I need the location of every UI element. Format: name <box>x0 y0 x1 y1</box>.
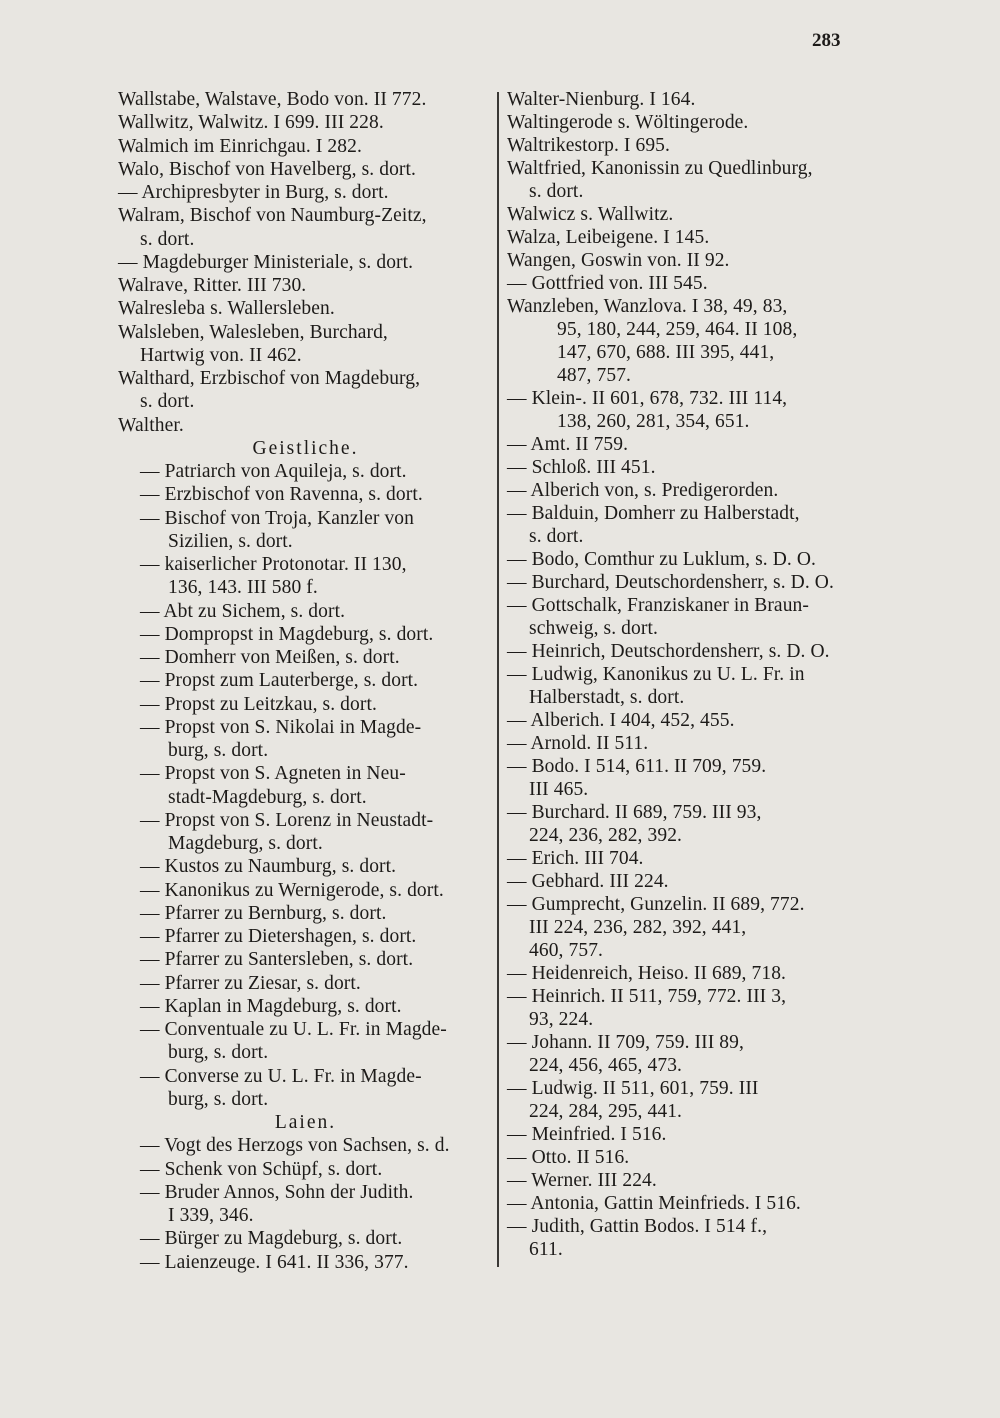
index-entry-line: 611. <box>529 1239 563 1260</box>
index-entry-line: — Propst von S. Agneten in Neu- <box>140 763 406 785</box>
index-entry-line: — Dompropst in Magdeburg, s. dort. <box>140 623 434 645</box>
index-entry-line: — Propst zum Lauterberge, s. dort. <box>140 670 419 692</box>
index-entry-line: — Propst von S. Nikolai in Magde- <box>140 716 422 738</box>
index-entry-line: — Schloß. III 451. <box>507 457 656 478</box>
index-entry-line: Walrave, Ritter. III 730. <box>118 275 307 296</box>
index-entry-line: Walthard, Erzbischof von Magdeburg, <box>118 368 421 389</box>
index-entry-line: — Ludwig. II 511, 601, 759. III <box>507 1078 759 1099</box>
index-entry-line: 95, 180, 244, 259, 464. II 108, <box>557 319 798 340</box>
index-entry-line: Waltfried, Kanonissin zu Quedlinburg, <box>507 158 813 179</box>
index-entry-line: Waltingerode s. Wöltingerode. <box>507 112 749 133</box>
index-entry-line: III 224, 236, 282, 392, 441, <box>529 917 747 938</box>
index-entry-line: Walza, Leibeigene. I 145. <box>507 227 710 248</box>
index-entry-line: burg, s. dort. <box>168 740 269 761</box>
index-entry-line: — Gumprecht, Gunzelin. II 689, 772. <box>507 894 805 915</box>
index-entry-line: — Balduin, Domherr zu Halberstadt, <box>507 503 800 524</box>
index-entry-line: burg, s. dort. <box>168 1042 269 1064</box>
index-entry-line: 147, 670, 688. III 395, 441, <box>557 342 775 363</box>
index-entry-line: — Pfarrer zu Ziesar, s. dort. <box>140 972 361 994</box>
index-entry-line: — Converse zu U. L. Fr. in Magde- <box>140 1065 422 1087</box>
index-entry-line: 93, 224. <box>529 1009 594 1030</box>
index-entry-line: — Alberich. I 404, 452, 455. <box>507 710 735 731</box>
index-entry-line: — Bodo, Comthur zu Luklum, s. D. O. <box>507 549 816 570</box>
index-entry-line: — Propst zu Leitzkau, s. dort. <box>140 693 377 715</box>
index-entry-line: Wallstabe, Walstave, Bodo von. II 772. <box>118 89 427 110</box>
index-entry-line: Hartwig von. II 462. <box>140 344 302 366</box>
index-entry-line: s. dort. <box>529 526 584 547</box>
index-entry-line: — Werner. III 224. <box>507 1170 657 1191</box>
index-entry-line: — Abt zu Sichem, s. dort. <box>140 600 346 622</box>
index-entry-line: — Heidenreich, Heiso. II 689, 718. <box>507 963 787 984</box>
index-entry-line: — Bruder Annos, Sohn der Judith. <box>140 1181 414 1203</box>
index-entry-line: — Heinrich, Deutschordensherr, s. D. O. <box>507 641 830 662</box>
index-entry-line: — Antonia, Gattin Meinfrieds. I 516. <box>507 1193 801 1214</box>
index-entry-line: Magdeburg, s. dort. <box>168 833 323 854</box>
index-entry-line: s. dort. <box>529 181 584 202</box>
index-entry-line: I 339, 346. <box>168 1205 254 1226</box>
index-entry-line: — Meinfried. I 516. <box>507 1124 667 1145</box>
index-entry-line: s. dort. <box>140 391 195 413</box>
index-entry-line: — Otto. II 516. <box>507 1147 630 1168</box>
index-entry-line: — Vogt des Herzogs von Sachsen, s. d. <box>140 1135 450 1157</box>
index-entry-line: — Johann. II 709, 759. III 89, <box>507 1032 744 1053</box>
index-entry-line: 136, 143. III 580 f. <box>168 577 318 599</box>
index-entry-line: — Propst von S. Lorenz in Neustadt- <box>140 809 434 831</box>
index-entry-line: — Ludwig, Kanonikus zu U. L. Fr. in <box>507 664 805 685</box>
index-entry-line: — Pfarrer zu Santersleben, s. dort. <box>140 949 414 971</box>
index-entry-line: Wangen, Goswin von. II 92. <box>507 250 730 271</box>
section-heading: Geistliche. <box>252 437 359 459</box>
index-entry-line: — Klein-. II 601, 678, 732. III 114, <box>507 388 788 409</box>
index-entry-line: 224, 284, 295, 441. <box>529 1101 683 1122</box>
index-entry-line: — Kanonikus zu Wernigerode, s. dort. <box>140 879 444 901</box>
index-entry-line: — Kaplan in Magdeburg, s. dort. <box>140 995 402 1017</box>
index-entry-line: — Bischof von Troja, Kanzler von <box>140 507 415 529</box>
index-entry-line: Walther. <box>118 414 184 436</box>
index-entry-line: — Bürger zu Magdeburg, s. dort. <box>140 1228 403 1250</box>
index-entry-line: Walo, Bischof von Havelberg, s. dort. <box>118 158 417 180</box>
index-entry-line: — Bodo. I 514, 611. II 709, 759. <box>507 756 767 777</box>
index-entry-line: 487, 757. <box>557 365 632 386</box>
index-entry-line: — kaiserlicher Protonotar. II 130, <box>140 554 407 575</box>
index-entry-line: — Laienzeuge. I 641. II 336, 377. <box>140 1251 409 1273</box>
index-entry-line: 224, 236, 282, 392. <box>529 825 683 846</box>
index-entry-line: — Kustos zu Naumburg, s. dort. <box>140 856 397 878</box>
index-entry-line: — Burchard. II 689, 759. III 93, <box>507 802 762 823</box>
index-entry-line: — Schenk von Schüpf, s. dort. <box>140 1158 383 1180</box>
index-entry-line: Wanzleben, Wanzlova. I 38, 49, 83, <box>507 296 788 317</box>
index-entry-line: Waltrikestorp. I 695. <box>507 135 670 156</box>
index-entry-line: — Erzbischof von Ravenna, s. dort. <box>140 484 423 506</box>
index-entry-line: Sizilien, s. dort. <box>168 530 293 552</box>
index-entry-line: — Erich. III 704. <box>507 848 644 869</box>
index-entry-line: — Arnold. II 511. <box>507 733 649 754</box>
index-entry-line: stadt-Magdeburg, s. dort. <box>168 786 367 808</box>
index-entry-line: Walsleben, Walesleben, Burchard, <box>118 321 388 343</box>
index-entry-line: 224, 456, 465, 473. <box>529 1055 683 1076</box>
index-entry-line: — Magdeburger Ministeriale, s. dort. <box>118 251 414 273</box>
index-entry-line: — Conventuale zu U. L. Fr. in Magde- <box>140 1019 447 1040</box>
index-entry-line: schweig, s. dort. <box>529 618 658 639</box>
index-entry-line: Walresleba s. Wallersleben. <box>118 298 335 320</box>
index-entry-line: — Amt. II 759. <box>507 434 629 455</box>
index-entry-line: 460, 757. <box>529 940 604 961</box>
index-entry-line: — Heinrich. II 511, 759, 772. III 3, <box>507 986 787 1007</box>
index-entry-line: burg, s. dort. <box>168 1088 269 1110</box>
index-entry-line: — Pfarrer zu Dietershagen, s. dort. <box>140 926 417 947</box>
index-entry-line: 138, 260, 281, 354, 651. <box>557 411 750 432</box>
index-entry-line: — Archipresbyter in Burg, s. dort. <box>118 182 389 203</box>
index-entry-line: — Gebhard. III 224. <box>507 871 669 892</box>
column-divider <box>497 92 499 1267</box>
index-entry-line: — Judith, Gattin Bodos. I 514 f., <box>507 1216 768 1237</box>
index-entry-line: III 465. <box>529 779 589 800</box>
index-entry-line: Walter-Nienburg. I 164. <box>507 89 696 110</box>
index-entry-line: Walram, Bischof von Naumburg-Zeitz, <box>118 205 427 227</box>
index-entry-line: Halberstadt, s. dort. <box>529 687 685 708</box>
index-entry-line: — Pfarrer zu Bernburg, s. dort. <box>140 902 387 924</box>
index-entry-line: Walmich im Einrichgau. I 282. <box>118 135 362 157</box>
index-entry-line: Wallwitz, Walwitz. I 699. III 228. <box>118 112 384 134</box>
index-entry-line: Walwicz s. Wallwitz. <box>507 204 674 225</box>
index-entry-line: — Gottfried von. III 545. <box>507 273 708 294</box>
index-entry-line: — Burchard, Deutschordensherr, s. D. O. <box>507 572 834 593</box>
section-heading: Laien. <box>274 1112 337 1133</box>
index-entry-line: s. dort. <box>140 228 195 250</box>
index-entry-line: — Patriarch von Aquileja, s. dort. <box>140 461 407 482</box>
index-entry-line: — Alberich von, s. Predigerorden. <box>507 480 779 501</box>
index-entry-line: — Gottschalk, Franziskaner in Braun- <box>507 595 809 616</box>
page-number: 283 <box>812 30 841 51</box>
index-entry-line: — Domherr von Meißen, s. dort. <box>140 647 400 668</box>
